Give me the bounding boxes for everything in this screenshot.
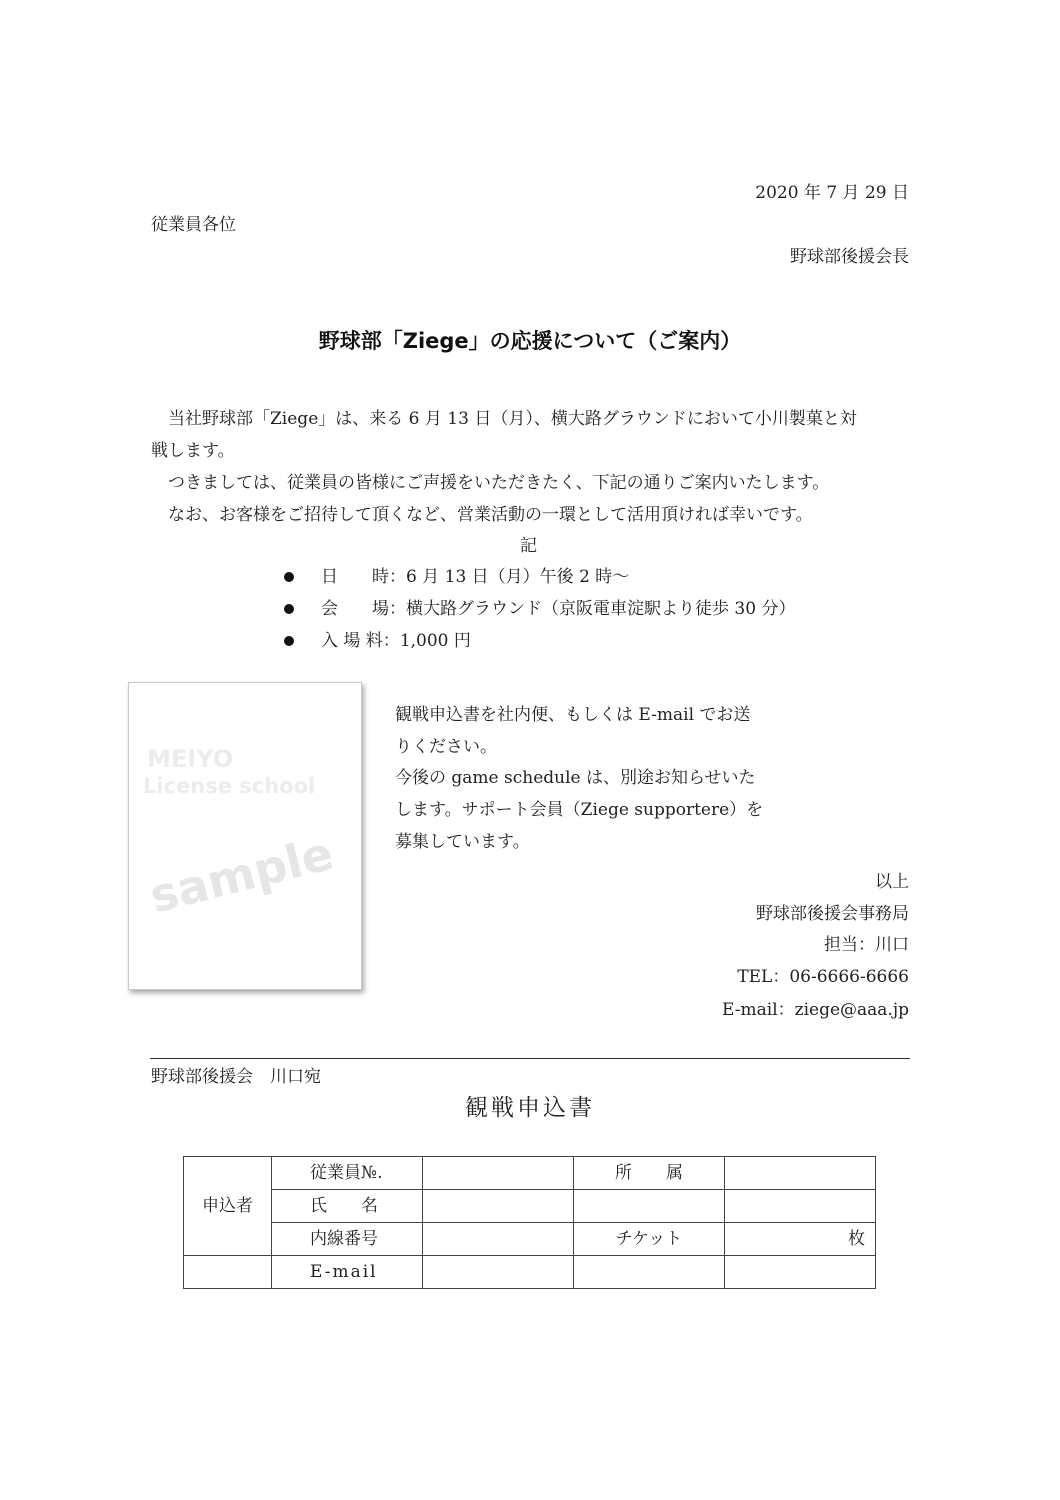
notice-line-2: りください。: [395, 737, 497, 757]
document-title: 野球部「Ziege」の応援について（ご案内）: [318, 329, 742, 353]
name-field[interactable]: [423, 1190, 574, 1223]
closing-office: 野球部後援会事務局: [756, 904, 909, 924]
closing-tel: TEL：06-6666-6666: [737, 967, 909, 987]
bullet-icon: [284, 572, 294, 582]
ticket-count-field[interactable]: [725, 1223, 876, 1256]
body-paragraph-1-line-1: 当社野球部「Ziege」は、来る 6 月 13 日（月）、横大路グラウンドにおいて小川製菓と対: [168, 409, 857, 429]
detail-value: 1,000 円: [399, 631, 471, 651]
email-field[interactable]: [423, 1256, 574, 1289]
detail-item-venue: [321, 599, 795, 619]
department-label: 所 属: [574, 1157, 725, 1190]
sender: 野球部後援会長: [790, 247, 909, 267]
notice-line-3: 今後の game schedule は、別途お知らせいた: [395, 768, 756, 788]
detail-label: 入 場 料：: [321, 631, 400, 651]
applicant-label: 申込者: [184, 1157, 272, 1256]
blank-cell[interactable]: [574, 1256, 725, 1289]
ticket-unit: 枚: [848, 1229, 865, 1249]
detail-value: 横大路グラウンド（京阪電車淀駅より徒歩 30 分）: [406, 599, 796, 619]
blank-cell: [184, 1256, 272, 1289]
notice-line-4: します。サポート会員（Ziege supportere）を: [395, 800, 764, 820]
body-paragraph-2: つきましては、従業員の皆様にご声援をいただきたく、下記の通りご案内いたします。: [168, 473, 830, 493]
department-field[interactable]: [725, 1157, 876, 1190]
body-paragraph-1-line-2: 戦します。: [151, 441, 235, 461]
extension-label: 内線番号: [272, 1223, 423, 1256]
detail-label: 日 時：: [321, 567, 406, 587]
notice-line-5: 募集しています。: [395, 832, 530, 852]
form-addressee: 野球部後援会 川口宛: [151, 1067, 321, 1087]
section-divider: [150, 1058, 910, 1059]
detail-item-datetime: [321, 567, 629, 587]
closing-contact: 担当：川口: [824, 935, 909, 955]
recipient: 従業員各位: [151, 215, 236, 235]
detail-value: 6 月 13 日（月）午後 2 時〜: [406, 567, 630, 587]
document-date: 2020 年 7 月 29 日: [755, 183, 909, 203]
blank-cell[interactable]: [574, 1190, 725, 1223]
form-title: 観戦申込書: [465, 1095, 595, 1121]
table-row: [184, 1223, 876, 1256]
watermark-logo-line-1: MEIYO: [147, 745, 234, 773]
employee-no-label: 従業員№.: [272, 1157, 423, 1190]
ticket-label: チケット: [574, 1223, 725, 1256]
bullet-icon: [284, 604, 294, 614]
name-label: 氏 名: [272, 1190, 423, 1223]
employee-no-field[interactable]: [423, 1157, 574, 1190]
detail-label: 会 場：: [321, 599, 406, 619]
closing-email[interactable]: E-mail：ziege@aaa.jp: [722, 1000, 909, 1020]
closing-ijo: 以上: [875, 872, 909, 892]
watermark-sample: sample: [144, 826, 339, 924]
table-row: [184, 1256, 876, 1289]
table-row: [184, 1157, 876, 1190]
extension-field[interactable]: [423, 1223, 574, 1256]
notice-line-1: 観戦申込書を社内便、もしくは E-mail でお送: [395, 705, 751, 725]
watermark-logo-line-2: License school: [143, 774, 316, 798]
table-row: [184, 1190, 876, 1223]
sample-photo: [128, 682, 362, 990]
ki-heading: 記: [520, 536, 537, 556]
body-paragraph-3: なお、お客様をご招待して頂くなど、営業活動の一環として活用頂ければ幸いです。: [168, 505, 813, 525]
bullet-icon: [284, 636, 294, 646]
detail-item-fee: [321, 631, 471, 651]
blank-cell[interactable]: [725, 1256, 876, 1289]
email-label: E-mail: [272, 1256, 423, 1289]
application-form-table: [183, 1156, 876, 1289]
blank-cell[interactable]: [725, 1190, 876, 1223]
